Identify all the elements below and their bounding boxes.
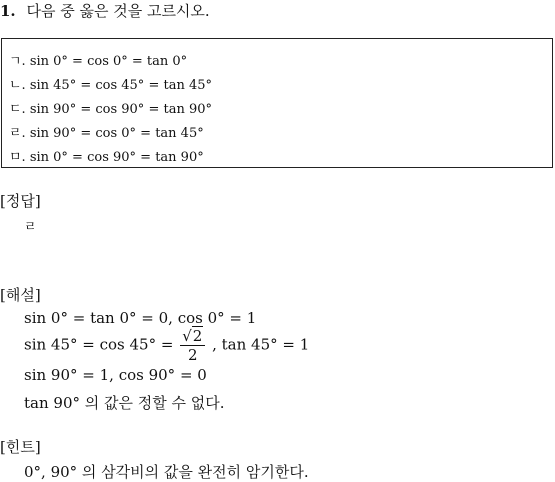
option-1: ㄱ. sin 0° = cos 0° = tan 0° xyxy=(9,54,188,69)
options-box xyxy=(1,38,553,168)
answer-value: ㄹ xyxy=(24,220,37,235)
hint-text: 0°, 90° 의 삼각비의 값을 완전히 암기한다. xyxy=(24,463,309,481)
question-number: 1. xyxy=(0,2,16,20)
answer-heading: [정답] xyxy=(0,192,41,210)
question-text: 다음 중 옳은 것을 고르시오. xyxy=(26,2,210,20)
option-3: ㄷ. sin 90° = cos 90° = tan 90° xyxy=(9,102,212,117)
explanation-line-3: sin 90° = 1, cos 90° = 0 xyxy=(24,366,207,384)
option-2: ㄴ. sin 45° = cos 45° = tan 45° xyxy=(9,78,212,93)
sqrt2-over-2-fraction xyxy=(180,327,205,364)
question-header xyxy=(0,0,210,21)
explanation-line-2-suffix: , tan 45° = 1 xyxy=(212,335,310,354)
hint-heading: [힌트] xyxy=(0,438,41,456)
sqrt-symbol: √2 xyxy=(182,327,203,345)
explanation-line-1: sin 0° = tan 0° = 0, cos 0° = 1 xyxy=(24,309,257,327)
option-4: ㄹ. sin 90° = cos 0° = tan 45° xyxy=(9,126,204,141)
radicand: 2 xyxy=(192,327,203,345)
explanation-heading: [해설] xyxy=(0,286,41,304)
explanation-line-2 xyxy=(24,327,309,364)
option-5: ㅁ. sin 0° = cos 90° = tan 90° xyxy=(9,150,204,165)
fraction-denominator: 2 xyxy=(188,346,198,364)
explanation-line-4: tan 90° 의 값은 정할 수 없다. xyxy=(24,394,225,412)
explanation-line-2-prefix: sin 45° = cos 45° = xyxy=(24,335,174,354)
